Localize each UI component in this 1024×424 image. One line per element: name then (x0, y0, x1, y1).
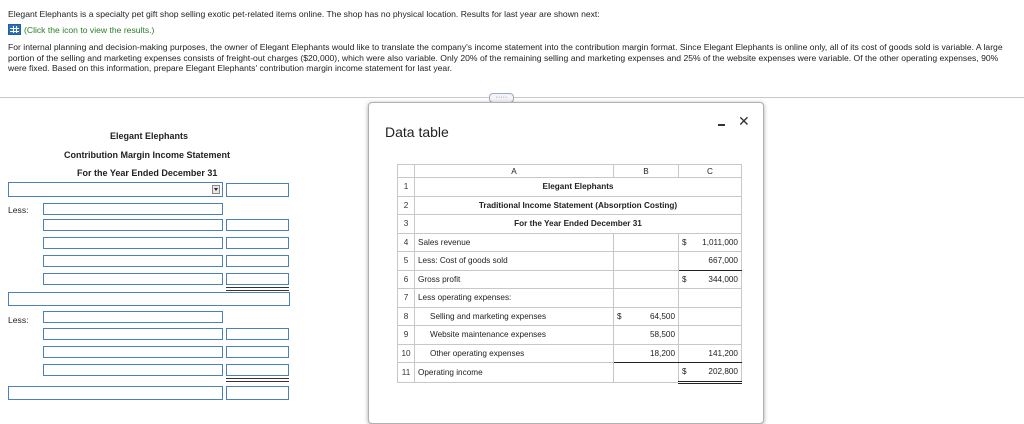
statement-title-cell: Traditional Income Statement (Absorption Costing) (415, 196, 742, 215)
line-item-input-8[interactable] (43, 311, 223, 323)
row-number: 2 (398, 196, 415, 215)
total-rule-2 (226, 378, 289, 382)
corner-cell (398, 165, 415, 178)
row-number: 7 (398, 289, 415, 308)
row-number: 5 (398, 252, 415, 271)
column-header-c: C (679, 165, 742, 178)
amount-b (614, 289, 679, 308)
amount-input-1b[interactable] (226, 183, 289, 197)
less-label-2: Less: (8, 315, 29, 325)
less-label-1: Less: (8, 205, 29, 215)
line-item-input-11[interactable] (43, 364, 223, 376)
amount-b: 18,200 (614, 344, 679, 363)
expand-more-button[interactable]: ····· (489, 93, 514, 103)
data-table (397, 164, 742, 384)
line-item-select-1[interactable] (8, 182, 223, 197)
intro-text: Elegant Elephants is a specialty pet gift shop selling exotic pet-related items online. The shop has no physical location. Results for last year are shown next: (8, 9, 600, 19)
table-row (398, 178, 742, 197)
amount-input-5[interactable] (226, 255, 289, 267)
amount-b (614, 363, 679, 383)
amount-c (679, 289, 742, 308)
table-row (398, 326, 742, 345)
amount-c (679, 307, 742, 326)
amount-c: 667,000 (679, 252, 742, 271)
line-item-input-5[interactable] (43, 255, 223, 267)
amount-b: 58,500 (614, 326, 679, 345)
amount-c-value: 1,011,000 (702, 237, 738, 247)
dollar-sign: $ (682, 274, 687, 284)
amount-input-3[interactable] (226, 219, 289, 231)
line-item-input-6[interactable] (43, 273, 223, 285)
amount-b-value: 64,500 (649, 311, 675, 321)
column-header-row (398, 165, 742, 178)
column-header-b: B (614, 165, 679, 178)
amount-c (679, 270, 742, 289)
table-row (398, 344, 742, 363)
row-label: Website maintenance expenses (415, 326, 614, 345)
amount-b (614, 252, 679, 271)
view-results-link-text[interactable]: (Click the icon to view the results.) (24, 24, 155, 35)
table-row (398, 196, 742, 215)
spreadsheet-icon[interactable] (8, 24, 21, 35)
row-number: 11 (398, 363, 415, 383)
amount-input-11[interactable] (226, 364, 289, 376)
line-item-input-3[interactable] (43, 219, 223, 231)
period-cell: For the Year Ended December 31 (415, 215, 742, 234)
dollar-sign: $ (617, 311, 622, 321)
row-number: 8 (398, 307, 415, 326)
line-item-input-12[interactable] (8, 386, 223, 400)
row-number: 1 (398, 178, 415, 197)
line-item-input-9[interactable] (43, 328, 223, 340)
row-number: 10 (398, 344, 415, 363)
table-row (398, 363, 742, 383)
company-name-cell: Elegant Elephants (415, 178, 742, 197)
form-statement-title: Contribution Margin Income Statement (64, 150, 231, 160)
question-text: For internal planning and decision-making purposes, the owner of Elegant Elephants would like to translate the company's income statement into the contribution margin format. Since Elegant Elephants is online only, all of its cost of goods sold is variable. A large portion of the selling and marketing expenses consists of freight-out charges ($20,000), which were also variable. Only 20% of the remaining selling and marketing expenses and 25% of the website expenses were variable. Of the other operating expenses, 90% were fixed. Based on this information, prepare Elegant Elephants' contribution margin income statement for last year. (8, 42, 1003, 74)
row-label: Operating income (415, 363, 614, 383)
row-label: Less operating expenses: (415, 289, 614, 308)
row-label: Less: Cost of goods sold (415, 252, 614, 271)
amount-c (679, 363, 742, 383)
amount-b (614, 233, 679, 252)
view-results-link[interactable] (8, 24, 154, 35)
amount-input-9[interactable] (226, 328, 289, 340)
form-period: For the Year Ended December 31 (77, 168, 218, 178)
modal-title: Data table (385, 124, 449, 140)
amount-b (614, 270, 679, 289)
table-row (398, 233, 742, 252)
row-number: 9 (398, 326, 415, 345)
minimize-icon[interactable] (718, 124, 725, 126)
chevron-down-icon[interactable] (212, 185, 220, 194)
dollar-sign: $ (682, 367, 687, 377)
total-rule (226, 287, 289, 291)
amount-c-value: 344,000 (708, 274, 738, 284)
data-table-modal (368, 102, 764, 424)
table-row (398, 215, 742, 234)
row-number: 3 (398, 215, 415, 234)
table-row (398, 307, 742, 326)
line-item-input-4[interactable] (43, 237, 223, 249)
column-header-a: A (415, 165, 614, 178)
close-icon[interactable]: ✕ (738, 113, 750, 129)
row-label: Selling and marketing expenses (415, 307, 614, 326)
line-item-input-7[interactable] (8, 292, 290, 306)
table-row (398, 252, 742, 271)
table-row (398, 270, 742, 289)
amount-b (614, 307, 679, 326)
amount-c (679, 233, 742, 252)
amount-input-6[interactable] (226, 273, 289, 285)
row-label: Other operating expenses (415, 344, 614, 363)
amount-c-value: 202,800 (708, 367, 738, 377)
amount-input-4[interactable] (226, 237, 289, 249)
table-row (398, 289, 742, 308)
amount-c: 141,200 (679, 344, 742, 363)
dollar-sign: $ (682, 237, 687, 247)
amount-c (679, 326, 742, 345)
row-label: Sales revenue (415, 233, 614, 252)
form-company-name: Elegant Elephants (110, 131, 189, 141)
line-item-input-10[interactable] (43, 346, 223, 358)
amount-input-12[interactable] (226, 386, 289, 400)
row-number: 6 (398, 270, 415, 289)
line-item-input-2[interactable] (43, 203, 223, 215)
amount-input-10[interactable] (226, 346, 289, 358)
row-label: Gross profit (415, 270, 614, 289)
row-number: 4 (398, 233, 415, 252)
